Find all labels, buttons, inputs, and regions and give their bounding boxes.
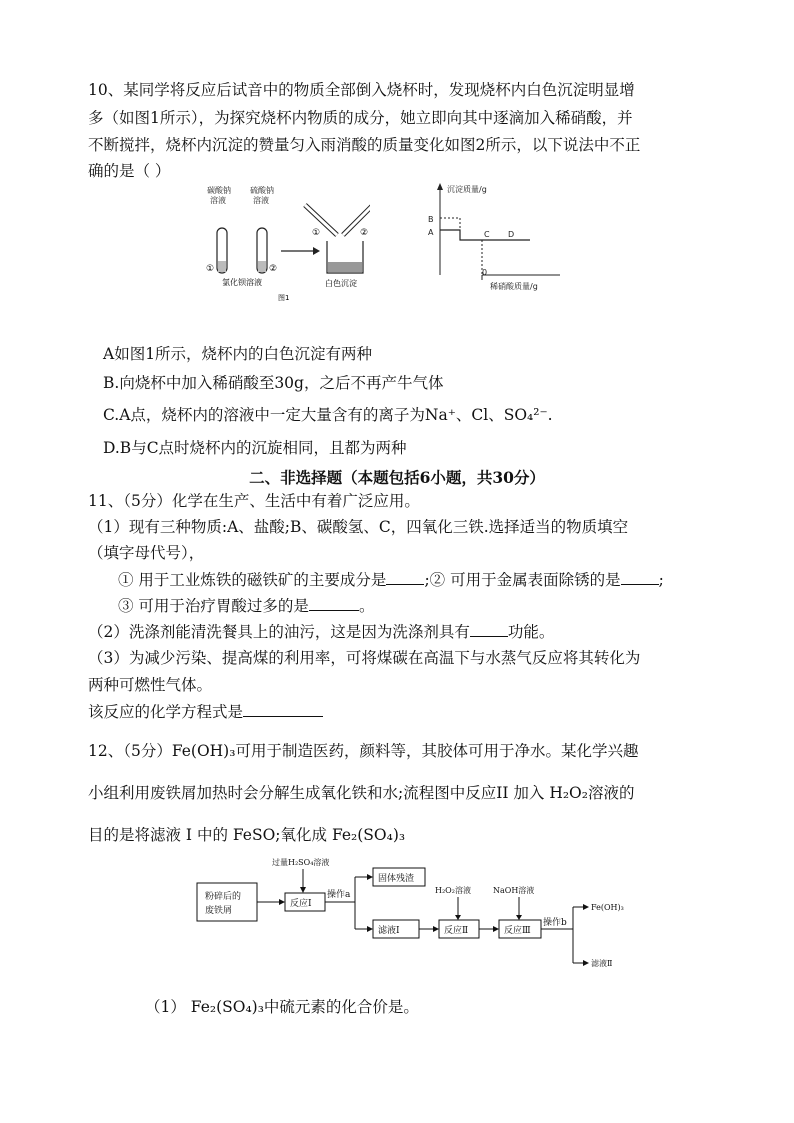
- fig1-bottom-label: 氯化钡溶液: [222, 278, 262, 287]
- q11-title: 11、（5分）化学在生产、生活中有着广泛应用。: [88, 492, 420, 510]
- fig2-xlabel: 稀硝酸质量/g: [490, 282, 538, 291]
- q11-p1b: （填字母代号），: [88, 544, 205, 562]
- q11-p3a: （3）为减少污染、提高煤的利用率，可将煤碳在高温下与水蒸气反应将其转化为: [88, 649, 641, 667]
- section-heading: 二、非选择题（本题包括6小题，共30分）: [249, 468, 545, 487]
- q11-p1a: （1）现有三种物质:A、盐酸;B、碳酸氢、C，四氧化三铁.选择适当的物质填空: [88, 518, 629, 536]
- q10-line-2: 多（如图1所示），为探究烧杯内物质的成分，她立即向其中逐滴加入稀硝酸，并: [88, 109, 633, 127]
- q12-line-2: 小组利用废铁屑加热时会分解生成氧化铁和水;流程图中反应II 加入 H₂O₂溶液的: [88, 784, 635, 802]
- q10-option-a: A如图1所示，烧杯内的白色沉淀有两种: [103, 345, 373, 363]
- process-flowchart: [195, 855, 655, 975]
- q11-p2: [88, 622, 554, 642]
- q11-item3-end: 。: [358, 597, 375, 615]
- fig1-caption: 图1: [278, 294, 290, 302]
- q10-option-d: D.B与C点时烧杯内的沉旋相同，且都为两种: [103, 439, 407, 457]
- q11-item-3: [118, 596, 374, 616]
- q11-p3c-text: 该反应的化学方程式是: [88, 703, 244, 721]
- q12-line-1: 12、（5分）Fe(OH)₃可用于制造医药，颜料等，其胶体可用于净水。某化学兴趣: [88, 742, 639, 760]
- figure-1: [195, 183, 370, 303]
- q10-option-b: B.向烧杯中加入稀硝酸至30g，之后不再产牛气体: [103, 374, 444, 392]
- flow-start-text-a: 粉碎后的: [205, 892, 242, 902]
- q11-item2: ;② 可用于金属表面除锈的是: [424, 571, 621, 589]
- q12-sub-1: （1） Fe₂(SO₄)₃中硫元素的化合价是。: [145, 998, 419, 1016]
- q11-item3: ③ 可用于治疗胃酸过多的是: [118, 597, 309, 615]
- svg-text:①: ①: [312, 228, 321, 238]
- q11-p2-end: 功能。: [507, 623, 555, 641]
- fig1-label-tube2-a: 硫酸钠: [250, 186, 274, 195]
- figure-2: [420, 180, 570, 300]
- q11-p2-text: （2）洗涤剂能清洗餐具上的油污，这是因为洗涤剂具有: [88, 623, 470, 641]
- q11-item1: ① 用于工业炼铁的磁铁矿的主要成分是: [118, 571, 387, 589]
- fig2-point-a: A: [428, 228, 434, 237]
- fig1-beaker-label: 白色沉淀: [325, 279, 357, 288]
- flow-r3-label: 反应Ⅲ: [504, 926, 531, 936]
- flow-filt2-label: 滤液Ⅱ: [591, 959, 613, 968]
- flow-r1-label: 反应Ⅰ: [290, 899, 312, 909]
- flow-product-label: Fe(OH)₃: [591, 903, 624, 912]
- fig2-ylabel: 沉淀质量/g: [447, 185, 487, 194]
- flow-r2-label: 反应Ⅱ: [444, 926, 469, 936]
- q11-blank-1[interactable]: [386, 570, 424, 585]
- flow-opa-label: 操作a: [327, 890, 351, 900]
- fig2-point-b: B: [428, 215, 434, 224]
- fig1-circle1: ①: [206, 264, 215, 274]
- flow-start-text-b: 废铁屑: [205, 906, 233, 916]
- fig1-label-tube1-b: 溶液: [210, 196, 226, 205]
- flow-top-reagent: 过量H₂SO₄溶液: [272, 858, 330, 867]
- q11-p3c: [88, 702, 323, 722]
- fig1-circle2: ②: [269, 264, 278, 274]
- fig2-origin: 0: [482, 268, 488, 277]
- q11-item2-end: ;: [658, 571, 664, 589]
- q11-items-1-2: [118, 570, 664, 590]
- q12-line-3: 目的是将滤液 I 中的 FeSO;氧化成 Fe₂(SO₄)₃: [88, 826, 406, 844]
- svg-text:②: ②: [360, 228, 369, 238]
- fig1-label-tube1-a: 碳酸钠: [207, 186, 231, 195]
- fig2-point-d: D: [508, 230, 515, 239]
- fig1-label-tube2-b: 溶液: [253, 196, 269, 205]
- flow-residue-label: 固体残渣: [378, 874, 415, 884]
- q11-blank-4[interactable]: [470, 622, 508, 637]
- flow-h2o2-label: H₂O₂溶液: [435, 886, 471, 895]
- flow-naoh-label: NaOH溶液: [493, 886, 535, 895]
- q10-line-3: 不断搅拌，烧杯内沉淀的赞量匀入雨消酸的质量变化如图2所示，以下说法中不正: [88, 136, 641, 154]
- q10-line-4: 确的是（ ）: [88, 162, 171, 180]
- fig2-point-c: C: [484, 230, 490, 239]
- q11-p3b: 两种可燃性气体。: [88, 676, 213, 694]
- q10-option-c: C.A点，烧杯内的溶液中一定大量含有的离子为Na⁺、Cl、SO₄²⁻.: [103, 406, 553, 424]
- q11-blank-5[interactable]: [243, 702, 323, 717]
- q11-blank-2[interactable]: [621, 570, 659, 585]
- flow-filt1-label: 滤液Ⅰ: [378, 926, 400, 936]
- q11-blank-3[interactable]: [309, 596, 359, 611]
- q10-line-1: 10、某同学将反应后试音中的物质全部倒入烧杯时，发现烧杯内白色沉淀明显增: [88, 81, 635, 99]
- flow-opb-label: 操作b: [543, 918, 567, 928]
